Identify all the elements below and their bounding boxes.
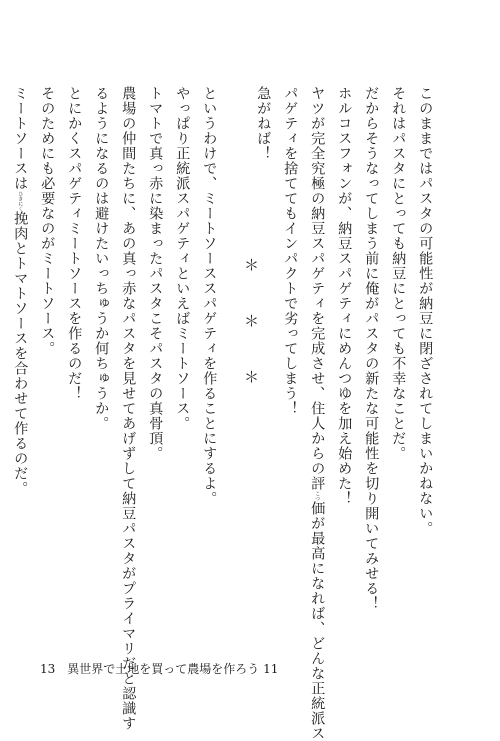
text-line: というわけで、ミートソーススパゲティを作ることにするよ。 [201,86,218,506]
text-line: トマトで真っ赤に染まったパスタこそパスタの真骨頂。 [147,86,164,461]
text-line: るようになるのは避けたいっちゅうか何ちゅうか。 [93,86,110,431]
text-segment: ヤツが完全究極の納豆スパゲティを完成させ、住人からの評 [309,86,326,491]
asterisk-icon: ＊ [244,312,260,330]
text-segment: ミートソースは [12,86,29,191]
text-line: 農場の仲間たちに、あの真っ赤なパスタを見せてあげずして納豆パスタがプライマリだと認識す [120,86,137,731]
text-line-with-ruby [13,86,27,496]
text-segment: 挽肉とトマトソースを合わせて作るのだ。 [12,211,29,496]
ruby-annotation: ひきにく [17,191,24,211]
text-line: そのためにも必要なのがミートソース。 [39,86,56,356]
text-line: このままではパスタの可能性が納豆に閉ざされてしまいかねない。 [417,86,434,536]
page-footer [40,660,278,677]
text-line: とにかくスパゲティミートソースを作るのだ！ [66,86,83,401]
text-segment: 価が最高になれば、どんな正統派ス [309,501,326,741]
text-line: それはパスタにとっても納豆にとっても不幸なことだ。 [390,86,407,461]
page-number: 13 [40,662,56,676]
text-line: パゲティを捨ててもインパクトで劣ってしまう！ [282,86,299,416]
ruby-annotation: こつ [314,491,321,501]
asterisk-icon: ＊ [244,368,260,386]
text-line: やっぱり正統派スパゲティといえばミートソース。 [174,86,191,431]
text-line: だからそうなってしまう前に俺がパスタの新たな可能性を切り開いてみせる！ [363,86,380,611]
asterisk-icon: ＊ [244,256,260,274]
text-line: 急がねば！ [255,86,272,161]
scene-break [236,258,266,392]
text-line: ホルコスフォンが、納豆スパゲティにめんつゆを加え始めた！ [336,86,353,506]
book-title: 異世界で土地を買って農場を作ろう 11 [67,662,279,676]
text-line-with-ruby [310,86,324,741]
